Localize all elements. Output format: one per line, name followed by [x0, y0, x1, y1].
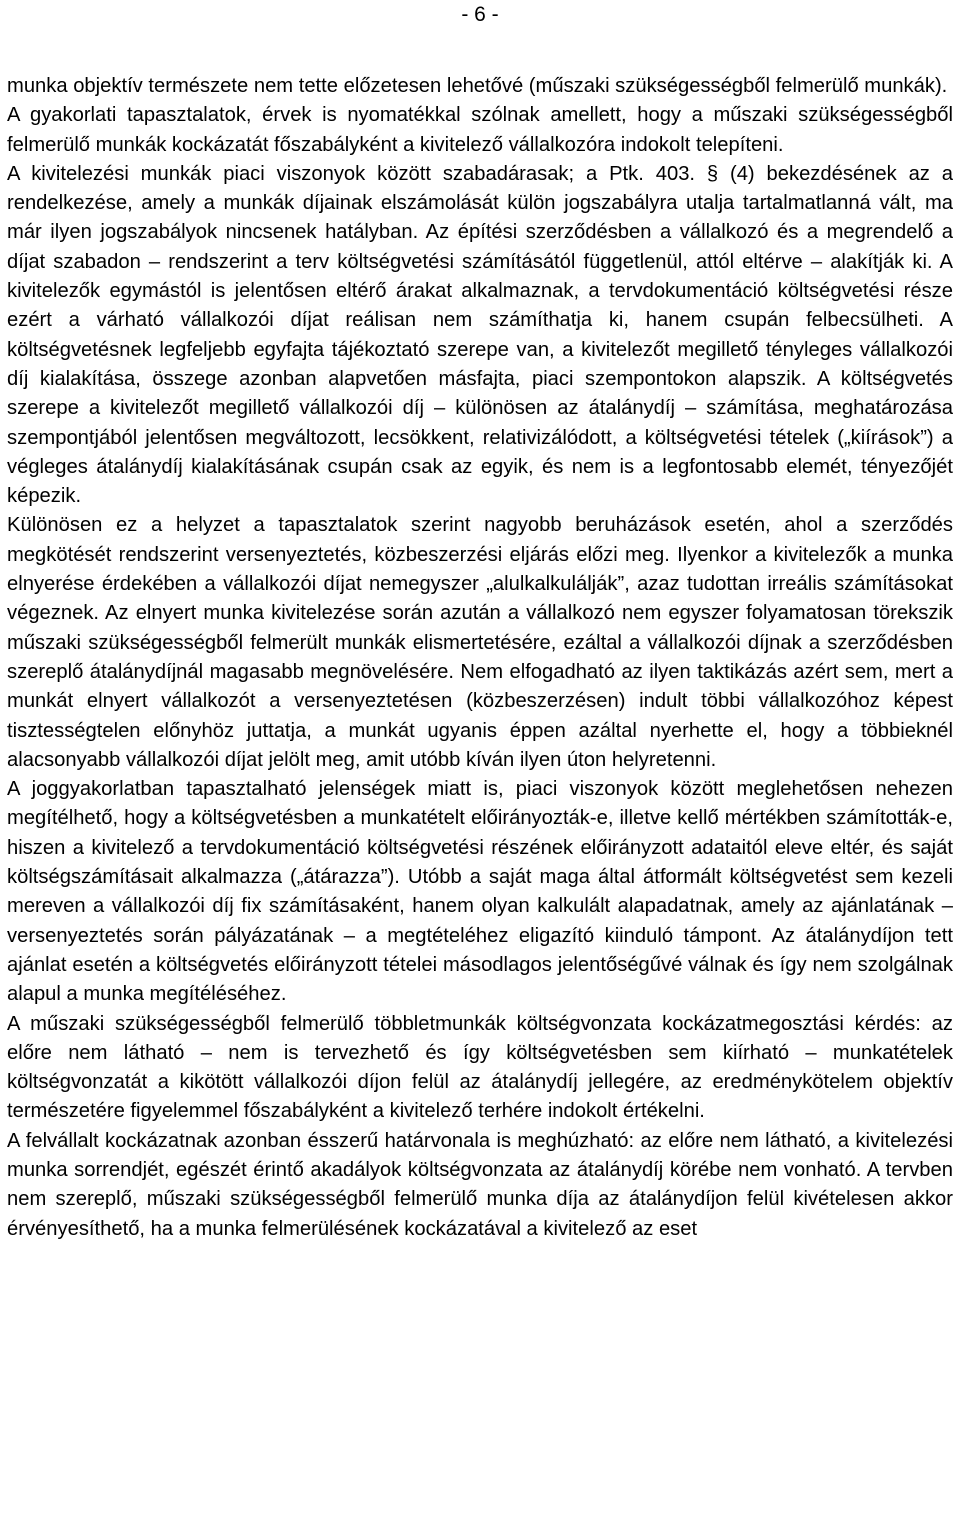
- page-number: - 6 -: [461, 3, 499, 26]
- body-text: [7, 72, 953, 1244]
- paragraph: A kivitelezési munkák piaci viszonyok között szabadárasak; a Ptk. 403. § (4) bekezdésének az a rendelkezése, amely a munkák díjainak elszámolását külön jogszabályra utalja tartalmatlanná vált, ma már ilyen jogszabályok nincsenek hatályban. Az építési szerződésben a vállalkozó és a megrendelő a díjat szabadon – rendszerint a terv költségvetési számításától függetlenül, attól eltérve – alakítják ki. A kivitelezők egymástól is jelentősen eltérő árakat alkalmaznak, a tervdokumentáció költségvetési része ezért a várható vállalkozói díjat reálisan nem számíthatja ki, hanem csupán felbecsülheti. A költségvetésnek legfeljebb egyfajta tájékoztató szerepe van, a kivitelezőt megillető tényleges vállalkozói díj kialakítása, összege azonban alapvetően másfajta, piaci szempontokon alapszik. A költségvetés szerepe a kivitelezőt megillető vállalkozói díj – különösen az átalánydíj – számítása, meghatározása szempontjából jelentősen megváltozott, lecsökkent, relativizálódott, a költségvetési tételek („kiírások”) a végleges átalánydíj kialakításának csupán csak az egyik, és nem is a legfontosabb elemét, tényezőjét képezik.: [7, 162, 953, 508]
- paragraph: A felvállalt kockázatnak azonban ésszerű határvonala is meghúzható: az előre nem látható, a kivitelezési munka sorrendjét, egészét érintő akadályok költségvonzata az átalánydíj körébe nem vonható. A tervben nem szereplő, műszaki szükségességből felmerülő munka díja az átalánydíjon felül kivételesen akkor érvényesíthető, ha a munka felmerülésének kockázatával a kivitelező az eset: [7, 1129, 953, 1240]
- paragraph: Különösen ez a helyzet a tapasztalatok szerint nagyobb beruházások esetén, ahol a szerződés megkötését rendszerint versenyeztetés, közbeszerzési eljárás előzi meg. Ilyenkor a kivitelezők a munka elnyerése érdekében a vállalkozói díjat nemegyszer „alulkalkulálják”, azaz tudottan irreális számításokat végeznek. Az elnyert munka kivitelezése során azután a vállalkozó nem egyszer folyamatosan törekszik műszaki szükségességből felmerült munkák elismertetésére, ezáltal a vállalkozói díjnak a szerződésben szereplő átalánydíjnál magasabb megnövelésére. Nem elfogadható az ilyen taktikázás azért sem, mert a munkát elnyert vállalkozót a versenyeztetésen (közbeszerzésen) indult többi vállalkozóhoz képest tisztességtelen előnyhöz juttatja, a munkát ugyanis éppen azáltal nyerhette el, hogy a többieknél alacsonyabb vállalkozói díjat jelölt meg, amit utóbb kíván ilyen úton helyretenni.: [7, 514, 953, 771]
- paragraph: munka objektív természete nem tette előzetesen lehetővé (műszaki szükségességből felmerülő munkák).: [7, 75, 948, 97]
- paragraph: A gyakorlati tapasztalatok, érvek is nyomatékkal szólnak amellett, hogy a műszaki szükségességből felmerülő munkák kockázatát főszabályként a kivitelező vállalkozóra indokolt telepíteni.: [7, 104, 953, 156]
- paragraph: A műszaki szükségességből felmerülő többletmunkák költségvonzata kockázatmegosztási kérdés: az előre nem látható – nem is tervezhető és így költségvetésben sem kiírható – munkatételek költségvonzatát a kikötött vállalkozói díjon felül az átalánydíj jellegére, az eredménykötelem objektív természetére figyelemmel főszabályként a kivitelező terhére indokolt értékelni.: [7, 1012, 953, 1123]
- paragraph: A joggyakorlatban tapasztalható jelenségek miatt is, piaci viszonyok között meglehetősen nehezen megítélhető, hogy a költségvetésben a munkatételt előirányozták-e, illetve kellő mértékben számították-e, hiszen a kivitelező a tervdokumentáció költségvetési részének előirányzott adataitól eleve eltér, és saját költségszámításait alkalmazza („átárazza”). Utóbb a saját maga által átformált költségvetést sem kezeli mereven a vállalkozói díj fix számításaként, hanem olyan kalkulált alapadatnak, amely az ajánlatának – versenyeztetés során pályázatának – a megtételéhez eligazító kiinduló támpont. Az átalánydíjon tett ajánlat esetén a költségvetés előirányzott tételei másodlagos jelentőségűvé válnak és így nem szolgálnak alapul a munka megítéléséhez.: [7, 778, 953, 1006]
